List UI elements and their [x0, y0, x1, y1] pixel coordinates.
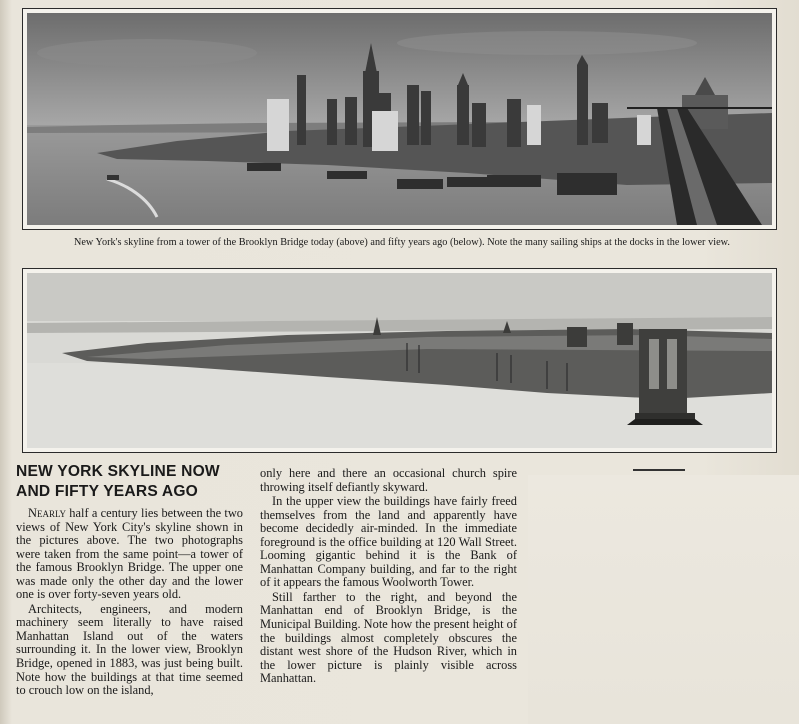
article-headline [16, 462, 256, 502]
article-paragraph: In the upper view the buildings have fairly freed themselves from the land and apparently have become decidedly air-minded. In the immediate foreground is the office building at 120 Wall Street. Looming gigantic behind it is the Bank of Manhattan Company building, and far to the right of it appears the famous Woolworth Tower. [260, 494, 517, 590]
article-paragraph [16, 603, 243, 698]
paragraph-text: Architects, engineers, and modern machinery seem literally to have raised Manhattan Island out of the waters surrounding it. In the lower view, Brooklyn Bridge, opened in 1883, was just being built. Note how the buildings at that time seemed to crouch low on the island, [16, 601, 243, 698]
skyline-today-image [27, 13, 772, 225]
article-paragraph [16, 507, 243, 602]
article-column-left [16, 507, 243, 698]
photo-skyline-today [22, 8, 777, 230]
article-paragraph: Still farther to the right, and beyond the Manhattan end of Brooklyn Bridge, is the Municipal Building. Note how the present height of the buildings almost completely obscures the distant west shore of the Hudson River, which in the lower picture is plainly visible across Manhattan. [260, 589, 517, 686]
paragraph-text: half a century lies between the two views of New York City's skyline shown in the pictures above. The two photographs were taken from the same point—a tower of the famous Brooklyn Bridge. The upper one was made only the other day and the lower one is over forty-seven years old. [16, 506, 243, 602]
headline-line-2: AND FIFTY YEARS AGO [16, 483, 198, 500]
blank-margin-area [528, 475, 799, 724]
lead-word: Nearly [28, 506, 67, 520]
section-divider [633, 469, 685, 471]
article-column-right [260, 467, 517, 686]
article-paragraph: only here and there an occasional church spire throwing itself defiantly skyward. [260, 466, 517, 494]
photo-skyline-fifty-years-ago [22, 268, 777, 453]
photo-caption: New York's skyline from a tower of the Brooklyn Bridge today (above) and fifty years ago (below). Note the many sailing ships at the docks in the lower view. [73, 237, 731, 248]
skyline-past-image [27, 273, 772, 448]
headline-line-1: NEW YORK SKYLINE NOW [16, 463, 220, 480]
